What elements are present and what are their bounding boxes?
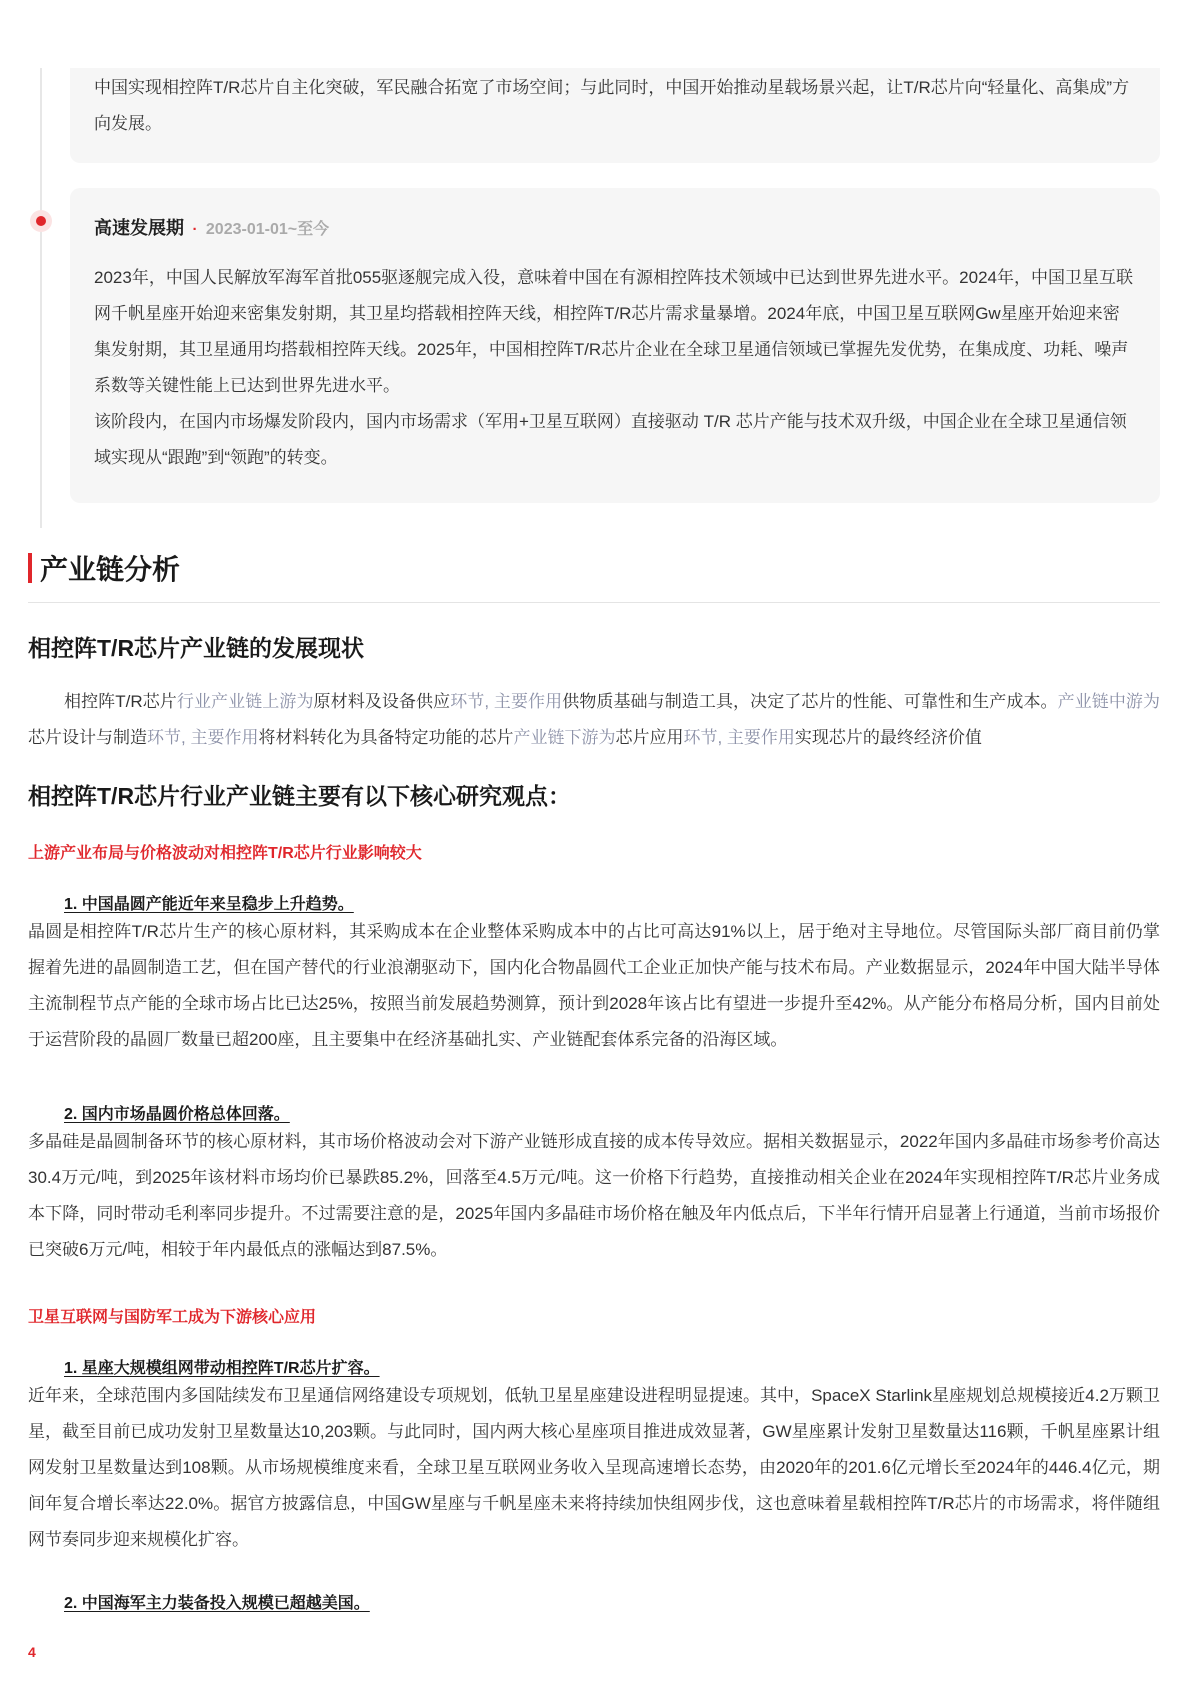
status-link[interactable]: 产业链下游为	[513, 728, 616, 747]
status-segment: 芯片应用	[615, 728, 684, 747]
phase-paragraph: 该阶段内，在国内市场爆发阶段内，国内市场需求（军用+卫星互联网）直接驱动 T/R 芯片产能与技术双升级，中国企业在全球卫星通信领域实现从“跟跑”到“领跑”的转变。	[94, 412, 1127, 467]
status-segment: 相控阵T/R芯片	[64, 692, 177, 711]
downstream-point1-title: 1. 星座大规模组网带动相控阵T/R芯片扩容。	[64, 1360, 380, 1377]
status-segment: 供物质基础与制造工具，决定了芯片的性能、可靠性和生产成本。	[562, 692, 1058, 711]
status-paragraph	[28, 684, 1160, 756]
upstream-title: 上游产业布局与价格波动对相控阵T/R芯片行业影响较大	[28, 845, 422, 862]
timeline-marker	[30, 210, 52, 232]
downstream-point1-text: 近年来，全球范围内多国陆续发布卫星通信网络建设专项规划，低轨卫星星座建设进程明显提速。其中，SpaceX Starlink星座规划总规模接近4.2万颗卫星，截至目前已成功发射卫星数量达10,203颗。与此同时，国内两大核心星座项目推进成效显著，GW星座累计发射卫星数量达116颗，千帆星座累计组网发射卫星数量达到108颗。从市场规模维度来看，全球卫星互联网业务收入呈现高速增长态势，由2020年的201.6亿元增长至2024年的446.4亿元，期间年复合增长率达22.0%。据官方披露信息，中国GW星座与千帆星座未来将持续加快组网步伐，这也意味着星载相控阵T/R芯片的市场需求，将伴随组网节奏同步迎来规模化扩容。	[28, 1386, 1160, 1549]
upstream-point2-text: 多晶硅是晶圆制备环节的核心原材料，其市场价格波动会对下游产业链形成直接的成本传导效应。据相关数据显示，2022年国内多晶硅市场参考价高达30.4万元/吨，到2025年该材料市场均价已暴跌85.2%，回落至4.5万元/吨。这一价格下行趋势，直接推动相关企业在2024年实现相控阵T/R芯片业务成本下降，同时带动毛利率同步提升。不过需要注意的是，2025年国内多晶硅市场价格在触及年内低点后，下半年行情开启显著上行通道，当前市场报价已突破6万元/吨，相较于年内最低点的涨幅达到87.5%。	[28, 1132, 1160, 1259]
upstream-point1-text: 晶圆是相控阵T/R芯片生产的核心原材料，其采购成本在企业整体采购成本中的占比可高达91%以上，居于绝对主导地位。尽管国际头部厂商目前仍掌握着先进的晶圆制造工艺，但在国产替代的行业浪潮驱动下，国内化合物晶圆代工企业正加快产能与技术布局。产业数据显示，2024年中国大陆半导体主流制程节点产能的全球市场占比已达25%，按照当前发展趋势测算，预计到2028年该占比有望进一步提升至42%。从产能分布格局分析，国内目前处于运营阶段的晶圆厂数量已超200座，且主要集中在经济基础扎实、产业链配套体系完备的沿海区域。	[28, 922, 1160, 1049]
status-segment: 将材料转化为具备特定功能的芯片	[258, 728, 514, 747]
phase-card-previous	[70, 68, 1160, 163]
upstream-point2-title: 2. 国内市场晶圆价格总体回落。	[64, 1106, 290, 1123]
status-heading: 相控阵T/R芯片产业链的发展现状	[28, 635, 365, 661]
downstream-title: 卫星互联网与国防军工成为下游核心应用	[28, 1309, 317, 1326]
timeline-marker-dot	[36, 216, 46, 226]
page-number: 4	[28, 1644, 36, 1660]
phase-card-rapid-growth	[70, 188, 1160, 503]
section-divider	[28, 602, 1160, 603]
status-link[interactable]: 环节, 主要作用	[450, 692, 563, 711]
views-heading: 相控阵T/R芯片行业产业链主要有以下核心研究观点：	[28, 783, 572, 809]
upstream-point1-title: 1. 中国晶圆产能近年来呈稳步上升趋势。	[64, 896, 354, 913]
status-link[interactable]: 行业产业链上游为	[176, 692, 314, 711]
section-title-text: 产业链分析	[40, 554, 181, 585]
phase-paragraph: 2023年，中国人民解放军海军首批055驱逐舰完成入役，意味着中国在有源相控阵技术领域中已达到世界先进水平。2024年，中国卫星互联网千帆星座开始迎来密集发射期，其卫星均搭载相控阵天线，相控阵T/R芯片需求量暴增。2024年底，中国卫星互联网Gw星座开始迎来密集发射期，其卫星通用均搭载相控阵天线。2025年，中国相控阵T/R芯片企业在全球卫星通信领域已掌握先发优势，在集成度、功耗、噪声系数等关键性能上已达到世界先进水平。	[94, 268, 1133, 395]
phase-separator: ·	[192, 221, 198, 238]
status-link[interactable]: 环节, 主要作用	[147, 728, 259, 747]
status-segment: 实现芯片的最终经济价值	[794, 728, 982, 747]
phase-previous-text: 中国实现相控阵T/R芯片自主化突破，军民融合拓宽了市场空间；与此同时，中国开始推动星载场景兴起，让T/R芯片向“轻量化、高集成”方向发展。	[94, 78, 1130, 133]
status-link[interactable]: 环节, 主要作用	[683, 728, 795, 747]
downstream-point2-title: 2. 中国海军主力装备投入规模已超越美国。	[64, 1595, 370, 1612]
phase-name: 高速发展期	[94, 218, 184, 238]
status-segment: 原材料及设备供应	[313, 692, 451, 711]
section-title	[28, 548, 180, 588]
timeline-line	[40, 68, 42, 528]
status-link[interactable]: 产业链中游为	[1057, 692, 1161, 711]
phase-date: 2023-01-01~至今	[205, 221, 330, 238]
section-accent-bar	[28, 553, 32, 583]
phase-header	[70, 188, 1160, 254]
status-segment: 芯片设计与制造	[28, 728, 147, 747]
